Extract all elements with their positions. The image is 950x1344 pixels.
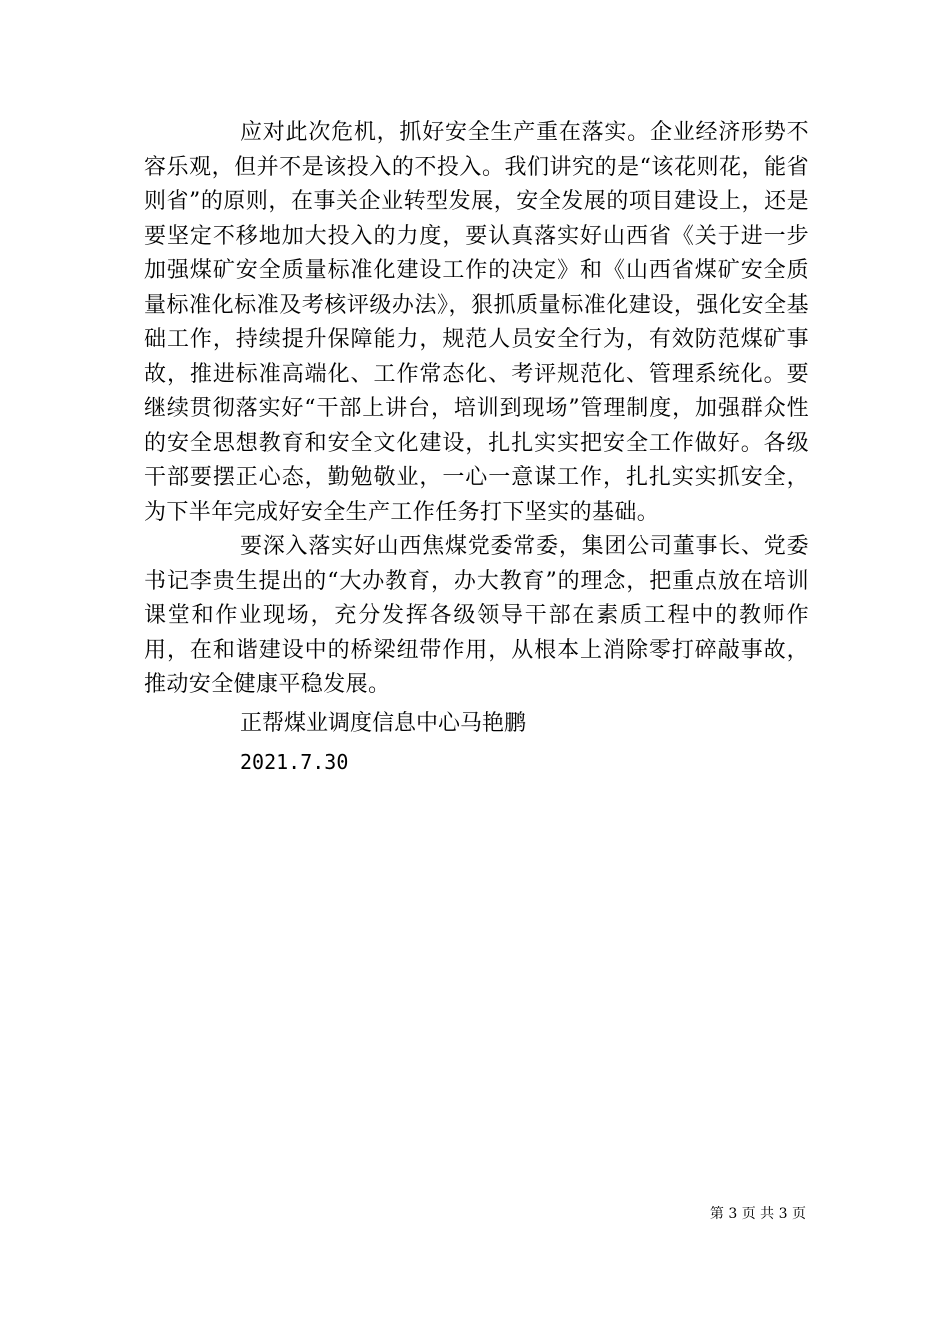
paragraph-1: 应对此次危机，抓好安全生产重在落实。企业经济形势不容乐观，但并不是该投入的不投入。我们讲究的是“该花则花，能省则省”的原则，在事关企业转型发展，安全发展的项目建设上，还是要坚定不移地加大投入的力度，要认真落实好山西省《关于进一步加强煤矿安全质量标准化建设工作的决定》和《山西省煤矿安全质量标准化标准及考核评级办法》，狠抓质量标准化建设，强化安全基础工作，持续提升保障能力，规范人员安全行为，有效防范煤矿事故，推进标准高端化、工作常态化、考评规范化、管理系统化。要继续贯彻落实好“干部上讲台，培训到现场”管理制度，加强群众性的安全思想教育和安全文化建设，扎扎实实把安全工作做好。各级干部要摆正心态，勤勉敬业，一心一意谋工作，扎扎实实抓安全，为下半年完成好安全生产工作任务打下坚实的基础。 (144, 120, 809, 525)
signature: 正帮煤业调度信息中心马艳鹏 (240, 710, 527, 736)
document-date: 2021.7.30 (240, 750, 349, 774)
page-footer: 第 3 页 共 3 页 (709, 1206, 806, 1222)
paragraph-2: 要深入落实好山西焦煤党委常委，集团公司董事长、党委书记李贵生提出的“大办教育，办大教育”的理念，把重点放在培训课堂和作业现场，充分发挥各级领导干部在素质工程中的教师作用，在和谐建设中的桥梁纽带作用，从根本上消除零打碎敲事故，推动安全健康平稳发展。 (144, 534, 809, 697)
document-body (144, 116, 809, 780)
